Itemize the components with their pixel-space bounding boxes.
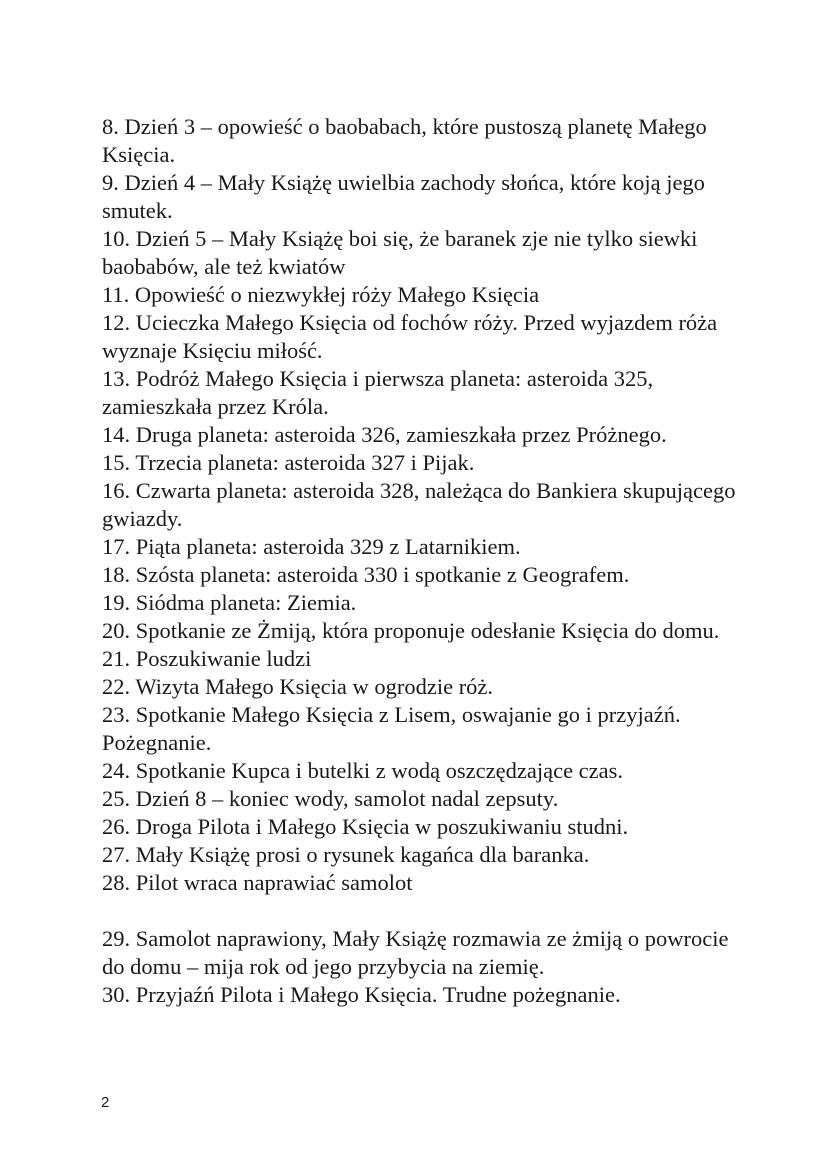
list-item: 29. Samolot naprawiony, Mały Książę rozmawia ze żmiją o powrocie do domu – mija rok od jego przybycia na ziemię.: [102, 926, 729, 979]
list-item: 24. Spotkanie Kupca i butelki z wodą oszczędzające czas.: [102, 758, 624, 783]
list-item: 8. Dzień 3 – opowieść o baobabach, które pustoszą planetę Małego Księcia.: [102, 114, 707, 167]
list-item: 21. Poszukiwanie ludzi: [102, 646, 312, 671]
list-item: 19. Siódma planeta: Ziemia.: [102, 590, 357, 615]
list-item: 11. Opowieść o niezwykłej róży Małego Księcia: [102, 282, 540, 307]
page-number: 2: [101, 1094, 110, 1111]
list-item: 27. Mały Książę prosi o rysunek kagańca dla baranka.: [102, 842, 590, 867]
list-item: 15. Trzecia planeta: asteroida 327 i Pijak.: [102, 450, 475, 475]
list-item: 25. Dzień 8 – koniec wody, samolot nadal zepsuty.: [102, 786, 559, 811]
list-item: 18. Szósta planeta: asteroida 330 i spotkanie z Geografem.: [102, 562, 630, 587]
list-item: 26. Droga Pilota i Małego Księcia w poszukiwaniu studni.: [102, 814, 629, 839]
list-item: 9. Dzień 4 – Mały Książę uwielbia zachody słońca, które koją jego smutek.: [102, 170, 705, 223]
list-item: 17. Piąta planeta: asteroida 329 z Latarnikiem.: [102, 534, 521, 559]
list-item: 10. Dzień 5 – Mały Książę boi się, że baranek zje nie tylko siewki baobabów, ale też kwiatów: [102, 226, 698, 279]
list-item: 28. Pilot wraca naprawiać samolot: [102, 870, 413, 895]
list-item: 13. Podróż Małego Księcia i pierwsza planeta: asteroida 325, zamieszkała przez Króla.: [102, 366, 654, 419]
list-item: 16. Czwarta planeta: asteroida 328, należąca do Bankiera skupującego gwiazdy.: [102, 478, 736, 531]
list-item: 12. Ucieczka Małego Księcia od fochów róży. Przed wyjazdem róża wyznaje Księciu miłość.: [102, 310, 718, 363]
chapter-list: [102, 113, 742, 1009]
list-item: 14. Druga planeta: asteroida 326, zamieszkała przez Próżnego.: [102, 422, 667, 447]
list-item: 23. Spotkanie Małego Księcia z Lisem, oswajanie go i przyjaźń. Pożegnanie.: [102, 702, 681, 755]
list-item: 22. Wizyta Małego Księcia w ogrodzie róż.: [102, 674, 494, 699]
list-item: 20. Spotkanie ze Żmiją, która proponuje odesłanie Księcia do domu.: [102, 618, 720, 643]
list-item: 30. Przyjaźń Pilota i Małego Księcia. Trudne pożegnanie.: [102, 982, 621, 1007]
